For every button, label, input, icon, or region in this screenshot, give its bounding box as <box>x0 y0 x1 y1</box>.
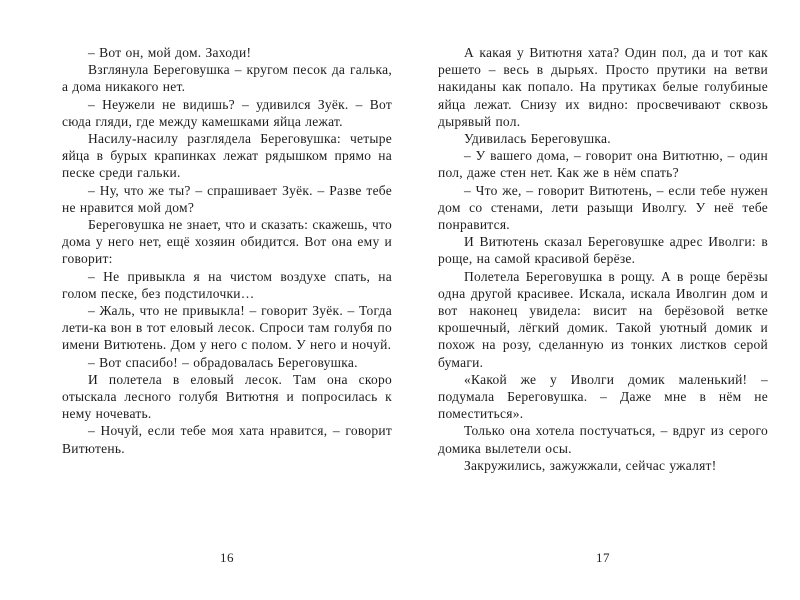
paragraph: – Неужели не видишь? – удивился Зуёк. – Вот сюда гляди, где между камешками яйца лежат. <box>62 96 392 129</box>
left-page <box>62 44 392 584</box>
paragraph: – Вот он, мой дом. Заходи! <box>88 45 252 60</box>
right-page-text <box>438 44 768 474</box>
right-page <box>438 44 768 584</box>
right-page-number: 17 <box>596 550 610 565</box>
left-page-number: 16 <box>220 550 234 565</box>
paragraph: – Что же, – говорит Витютень, – если тебе нужен дом со стенами, лети разыщи Иволгу. У неё тебе понравится. <box>438 182 768 233</box>
left-page-text <box>62 44 392 457</box>
paragraph: А какая у Витютня хата? Один пол, да и тот как решето – весь в дырьях. Просто прутики на ветви накиданы как попало. На прутиках белые голубиные яйца лежат. Снизу их видно: просвечивают сквозь дырявый пол. <box>438 45 768 129</box>
paragraph: Удивилась Береговушка. <box>464 131 611 147</box>
paragraph: – Жаль, что не привыкла! – говорит Зуёк. – Тогда лети-ка вон в тот еловый лесок. Спроси там голубя по имени Витютень. Дом у него с полом. У него и ночуй. <box>62 303 392 353</box>
paragraph: «Какой же у Иволги домик маленький! – подумала Береговушка. – Даже мне в нём не поместиться». <box>438 371 768 422</box>
paragraph: И полетела в еловый лесок. Там она скоро отыскала лесного голубя Витютня и попросилась к нему ночевать. <box>62 371 392 422</box>
paragraph: – Ночуй, если тебе моя хата нравится, – говорит Витютень. <box>62 423 392 456</box>
paragraph: – Не привыкла я на чистом воздухе спать, на голом песке, без подстилочки… <box>62 268 392 301</box>
paragraph: Полетела Береговушка в рощу. А в роще берёзы одна другой красивее. Искала, искала Иволгин дом и вот наконец увидела: висит на берёзовой ветке крошечный, лёгкий домик. Такой уютный домик и похож на розу, сделанную из тонких листков серой бумаги. <box>438 268 768 370</box>
paragraph: Закружились, зажужжали, сейчас ужалят! <box>464 457 717 473</box>
paragraph: – Ну, что же ты? – спрашивает Зуёк. – Разве тебе не нравится мой дом? <box>62 182 392 215</box>
paragraph: Только она хотела постучаться, – вдруг из серого домика вылетели осы. <box>438 423 768 456</box>
paragraph: Насилу-насилу разглядела Береговушка: четыре яйца в бурых крапинках лежат рядышком прямо на песке среди гальки. <box>62 131 392 181</box>
paragraph: Взглянула Береговушка – кругом песок да галька, а дома никакого нет. <box>62 62 392 95</box>
paragraph: – У вашего дома, – говорит она Витютню, – один пол, даже стен нет. Как же в нём спать? <box>438 148 768 181</box>
paragraph: – Вот спасибо! – обрадовалась Береговушка. <box>88 354 358 370</box>
paragraph: Береговушка не знает, что и сказать: скажешь, что дома у него нет, ещё хозяин обидится. Вот она ему и говорит: <box>62 217 392 267</box>
paragraph: И Витютень сказал Береговушке адрес Иволги: в роще, на самой красивой берёзе. <box>438 234 768 267</box>
